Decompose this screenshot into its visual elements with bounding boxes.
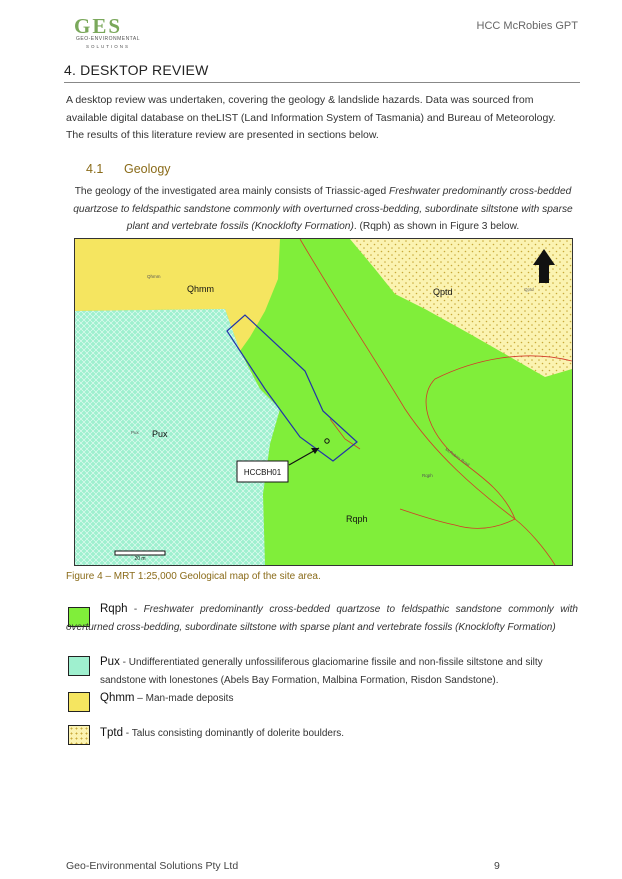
legend-code: Rqph: [100, 603, 128, 615]
document-title: HCC McRobies GPT: [476, 20, 578, 32]
map-label-qhmm: Qhmm: [187, 284, 214, 294]
legend-desc: Undifferentiated generally unfossiliferous glaciomarine fissile and non-fissile siltstone and silty sandstone with lonestones (Abels Bay Formation, Malbina Formation, Risdon Sandstone).: [100, 657, 543, 686]
scale-bar: [115, 551, 165, 555]
legend-desc: Talus consisting dominantly of dolerite boulders.: [131, 728, 345, 739]
page-number: 9: [494, 860, 500, 872]
legend-desc: Freshwater predominantly cross-bedded quartzose to feldspathic sandstone commonly with overturned cross-bedding, subordinate siltstone with sparse plant and vertebrate fossils (Knocklofty Formation): [66, 604, 578, 633]
logo-wordmark: GES: [74, 14, 123, 38]
geology-text-tail: . (Rqph) as shown in Figure 3 below.: [353, 221, 520, 232]
legend-sep: -: [123, 728, 132, 739]
scale-label: 20 m: [134, 556, 146, 562]
map-label-qptd-small: Qptd: [524, 287, 534, 292]
footer-company: Geo-Environmental Solutions Pty Ltd: [66, 860, 239, 872]
legend-item-qhmm: [100, 690, 578, 708]
geology-text-formation: Freshwater predominantly cross-bedded quartzose to feldspathic sandstone commonly with overturned cross-bedding, subordinate siltstone with sparse plant and vertebrate fossils (Knocklofty Formation): [73, 186, 573, 232]
map-label-pux-small: Pux: [131, 430, 139, 435]
legend-swatch-pux: [68, 656, 90, 676]
heading-divider: [64, 82, 580, 83]
figure-caption: Figure 4 – MRT 1:25,000 Geological map of the site area.: [66, 571, 321, 582]
legend-sep: -: [127, 604, 144, 615]
legend-item-tptd: [100, 725, 578, 743]
logo-tagline: GEO-ENVIRONMENTAL: [76, 36, 140, 42]
intro-line: available digital database on theLIST (Land Information System of Tasmania) and Bureau of Meteorology.: [66, 111, 556, 124]
geology-paragraph: [66, 183, 580, 236]
legend-code: Pux: [100, 656, 120, 668]
map-label-road: McRobies Road: [444, 446, 471, 468]
intro-line: The results of this literature review are presented in sections below.: [66, 129, 379, 141]
legend-code: Qhmm: [100, 692, 135, 704]
legend-sep: –: [134, 693, 146, 704]
legend-desc: Man-made deposits: [145, 693, 234, 704]
map-label-qhmm-small: Qhmm: [147, 274, 161, 279]
logo-tagline-2: SOLUTIONS: [85, 44, 130, 49]
legend-item-pux: [100, 654, 578, 689]
legend-sep: -: [119, 657, 129, 668]
borehole-label: HCCBH01: [243, 468, 282, 477]
map-label-rqph-small: Rqph: [422, 473, 433, 478]
map-label-pux: Pux: [152, 429, 168, 439]
subsection-title: Geology: [124, 162, 171, 176]
intro-paragraph: [66, 92, 580, 145]
subsection-number: 4.1: [86, 162, 104, 176]
geological-map: [74, 238, 573, 566]
subsection-heading: [86, 162, 171, 176]
intro-line: A desktop review was undertaken, covering the geology & landslide hazards. Data was sourced from: [66, 94, 534, 106]
map-label-rqph: Rqph: [346, 514, 368, 524]
legend-item-rqph: [66, 601, 578, 636]
map-label-qptd: Qptd: [433, 287, 453, 297]
geology-text-lead: The geology of the investigated area mainly consists of Triassic-aged: [74, 186, 389, 197]
legend-code: Tptd: [100, 727, 124, 739]
legend-swatch-tptd: [68, 725, 90, 745]
section-heading: 4. DESKTOP REVIEW: [64, 62, 209, 78]
legend-swatch-qhmm: [68, 692, 90, 712]
